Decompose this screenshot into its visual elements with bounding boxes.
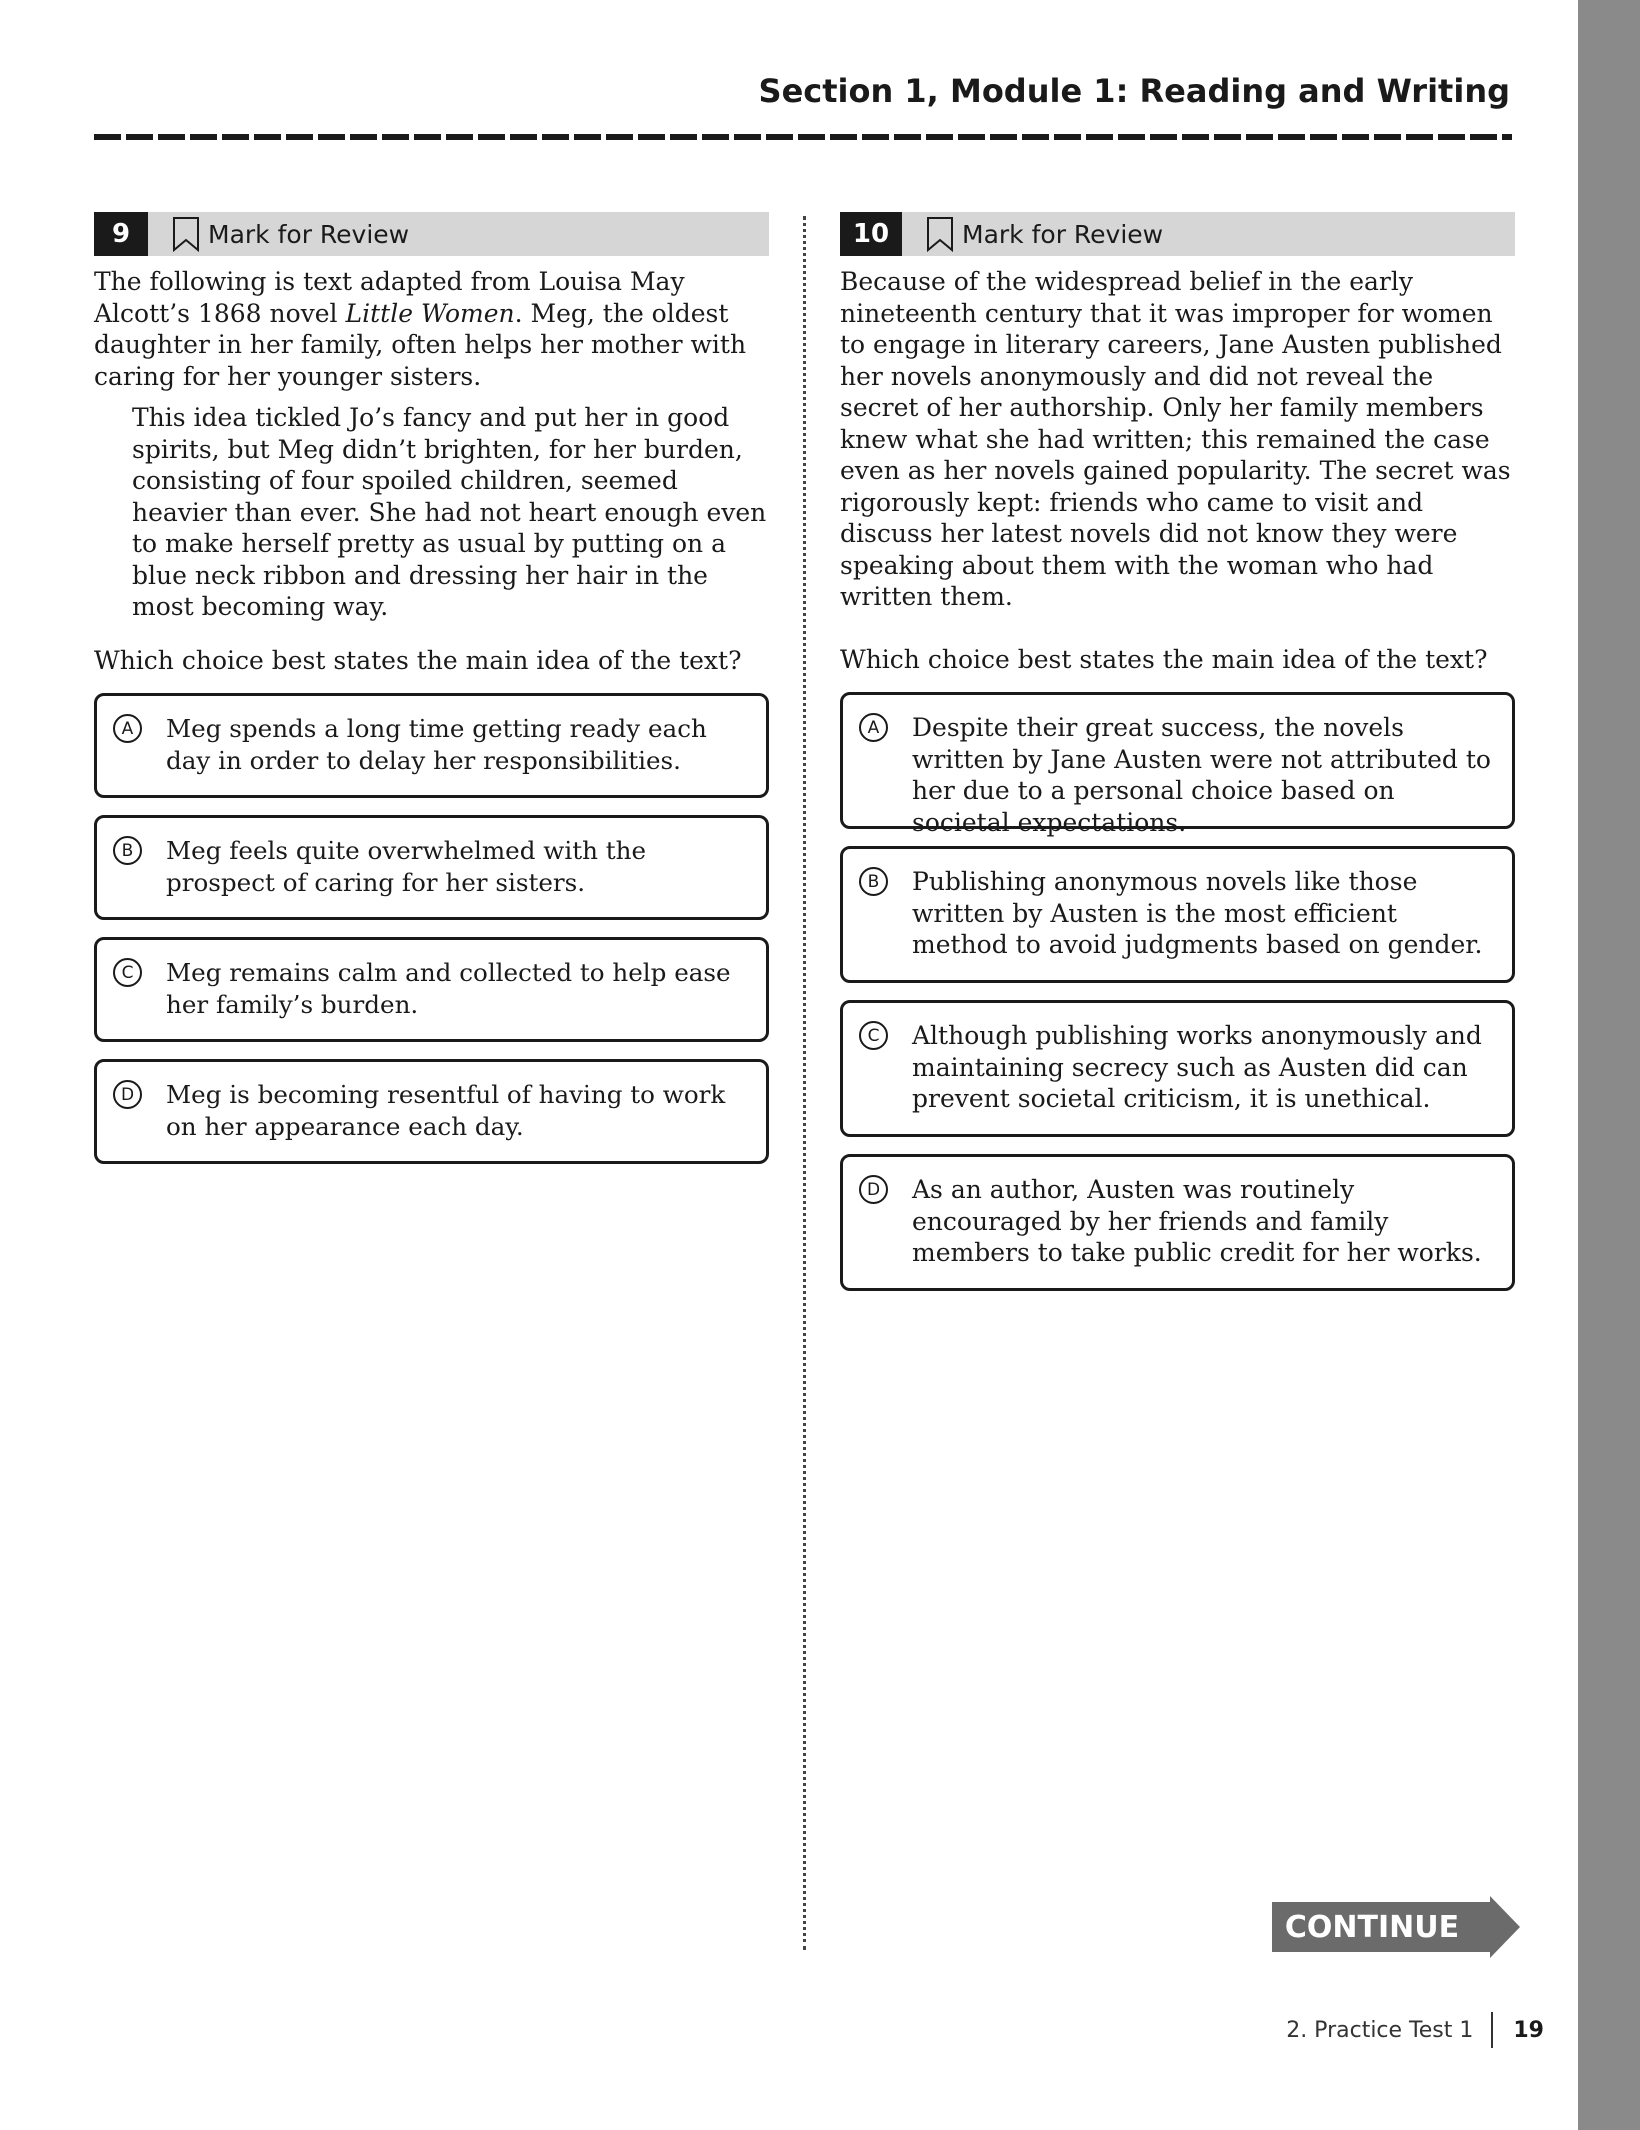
footer-chapter: 2. Practice Test 1 bbox=[1286, 2017, 1474, 2043]
question-number: 9 bbox=[94, 212, 148, 256]
continue-button[interactable]: CONTINUE bbox=[1284, 1909, 1460, 1945]
choice-text: Meg remains calm and collected to help ease her family’s burden. bbox=[166, 958, 731, 1019]
page-edge-bar bbox=[1578, 0, 1640, 2130]
choice-text: Meg is becoming resentful of having to work on her appearance each day. bbox=[166, 1080, 726, 1141]
choice-text: Although publishing works anonymously and maintaining secrecy such as Austen did can prevent societal criticism, it is unethical. bbox=[912, 1021, 1482, 1113]
answer-choices bbox=[840, 692, 1515, 1291]
choice-text: Meg spends a long time getting ready each day in order to delay her responsibilities. bbox=[166, 714, 707, 775]
question-header-bar bbox=[840, 212, 1515, 256]
question-number: 10 bbox=[840, 212, 902, 256]
choice-text: Publishing anonymous novels like those written by Austen is the most efficient method to avoid judgments based on gender. bbox=[912, 867, 1483, 959]
choice-letter: B bbox=[113, 836, 142, 865]
choice-letter: D bbox=[859, 1175, 888, 1204]
question-10 bbox=[840, 212, 1515, 1308]
question-intro: Because of the widespread belief in the early nineteenth century that it was improper for women to engage in literary careers, Jane Austen published her novels anonymously and did not reveal the secret of her authorship. Only her family members knew what she had written; this remained the case even as her novels gained popularity. The secret was rigorously kept: friends who came to visit and discuss her latest novels did not know they were speaking about them with the woman who had written them. bbox=[840, 267, 1511, 611]
choice-a[interactable] bbox=[94, 693, 769, 798]
intro-text-start: The following is text adapted from Louisa May Alcott’s 1868 novel bbox=[94, 267, 685, 328]
intro-book-title: Little Women bbox=[345, 298, 515, 328]
question-9 bbox=[94, 212, 769, 1181]
choice-text: As an author, Austen was routinely encouraged by her friends and family members to take public credit for her works. bbox=[912, 1175, 1482, 1267]
footer-divider bbox=[1491, 2012, 1493, 2048]
mark-for-review-button[interactable]: Mark for Review bbox=[962, 219, 1164, 249]
bookmark-icon[interactable] bbox=[926, 216, 954, 252]
intro-text-end: . Meg, the oldest daughter in her family, often helps her mother with caring for her younger sisters. bbox=[94, 298, 747, 391]
choice-letter: D bbox=[113, 1080, 142, 1109]
answer-choices bbox=[94, 693, 769, 1164]
choice-letter: A bbox=[859, 713, 888, 742]
question-prompt: Which choice best states the main idea of the text? bbox=[94, 645, 742, 675]
column-divider bbox=[803, 216, 806, 1950]
choice-a[interactable] bbox=[840, 692, 1515, 837]
choice-d[interactable] bbox=[840, 1154, 1515, 1291]
choice-c[interactable] bbox=[840, 1000, 1515, 1137]
section-title: Section 1, Module 1: Reading and Writing bbox=[758, 72, 1510, 110]
choice-text: Meg feels quite overwhelmed with the prospect of caring for her sisters. bbox=[166, 836, 647, 897]
question-prompt: Which choice best states the main idea of the text? bbox=[840, 644, 1488, 674]
choice-d[interactable] bbox=[94, 1059, 769, 1164]
choice-letter: C bbox=[859, 1021, 888, 1050]
choice-letter: A bbox=[113, 714, 142, 743]
bookmark-icon[interactable] bbox=[172, 216, 200, 252]
choice-c[interactable] bbox=[94, 937, 769, 1042]
choice-text: Despite their great success, the novels written by Jane Austen were not attributed to her due to a personal choice based on societal expectations. bbox=[912, 713, 1491, 837]
choice-b[interactable] bbox=[94, 815, 769, 920]
mark-for-review-button[interactable]: Mark for Review bbox=[208, 219, 410, 249]
page-footer bbox=[1286, 2012, 1544, 2048]
passage-text: This idea tickled Jo’s fancy and put her in good spirits, but Meg didn’t brighten, for her burden, consisting of four spoiled children, seemed heavier than ever. She had not heart enough even to make herself pretty as usual by putting on a blue neck ribbon and dressing her hair in the most becoming way. bbox=[132, 403, 767, 621]
choice-letter: B bbox=[859, 867, 888, 896]
page-number: 19 bbox=[1513, 2017, 1544, 2043]
question-header-bar bbox=[94, 212, 769, 256]
choice-letter: C bbox=[113, 958, 142, 987]
question-intro bbox=[94, 266, 769, 392]
header-dashed-rule bbox=[94, 134, 1512, 140]
choice-b[interactable] bbox=[840, 846, 1515, 983]
